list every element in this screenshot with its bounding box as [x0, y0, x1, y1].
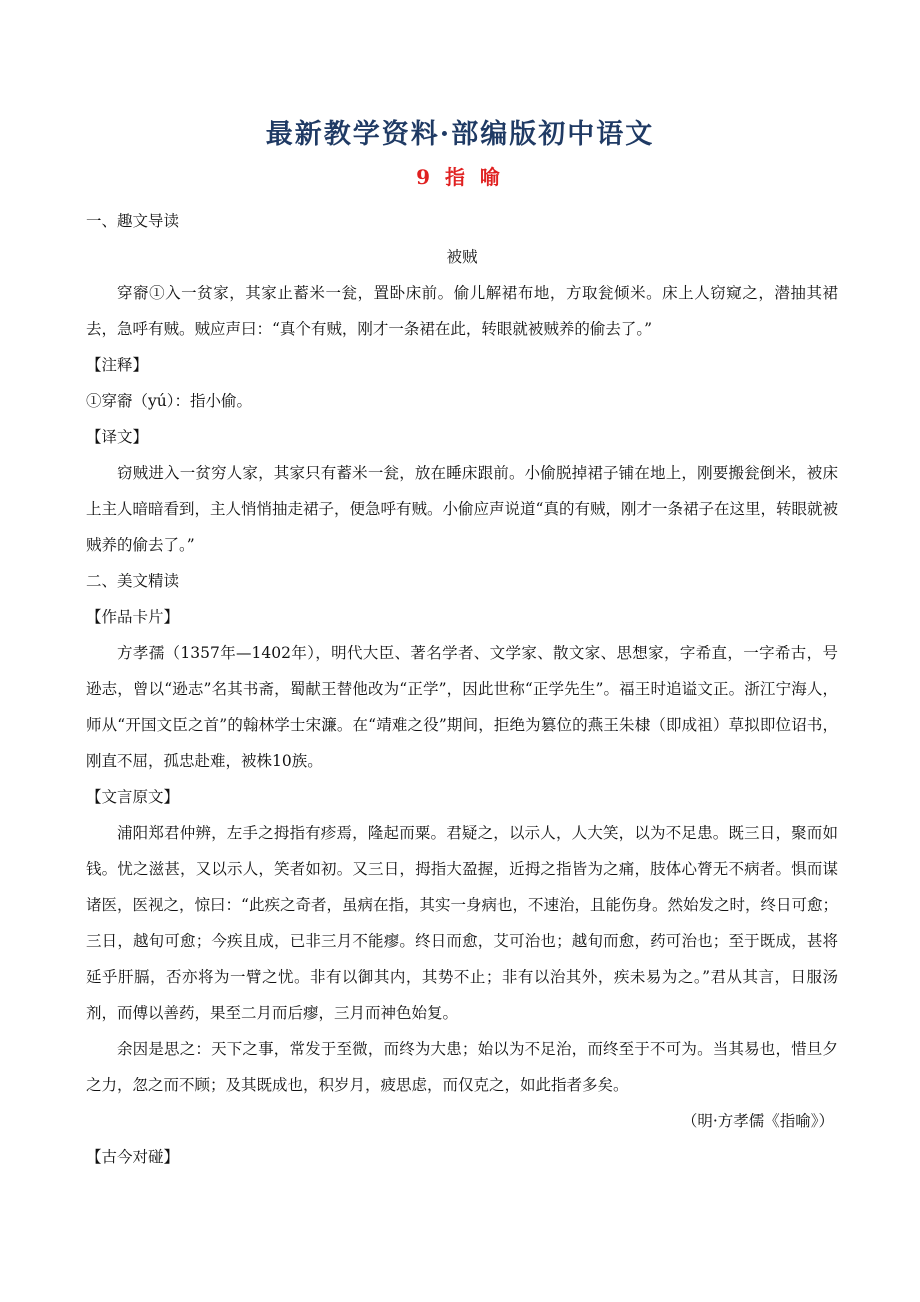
section-heading-fine-reading: 二、美文精读 — [86, 572, 180, 590]
original-paragraph-2: 余因是思之：天下之事，常发于至微，而终为大患；始以为不足治，而终至于不可为。当其易也，惜旦夕之力，忽之而不顾；及其既成也，积岁月，疲思虑，而仅克之，如此指者多矣。 — [86, 1040, 838, 1094]
original-paragraph-1: 浦阳郑君仲辨，左手之拇指有疹焉，隆起而粟。君疑之，以示人，人大笑，以为不足患。既三日，聚而如钱。忧之滋甚，又以示人，笑者如初。又三日，拇指大盈握，近拇之指皆为之痛，肢体心膂无不病者。惧而谋诸医，医视之，惊曰：“此疾之奇者，虽病在指，其实一身病也，不速治，且能伤身。然始发之时，终日可愈；三日，越旬可愈；今疾且成，已非三月不能瘳。终日而愈，艾可治也；越旬而愈，药可治也；至于既成，甚将延乎肝膈，否亦将为一臂之忧。非有以御其内，其势不止；非有以治其外，疾未易为之。”君从其言，日服汤剂，而傅以善药，果至二月而后瘳，三月而神色始复。 — [86, 824, 838, 1022]
document-body — [86, 203, 838, 1175]
story-title: 被贼 — [446, 248, 478, 266]
source-citation: （明·方孝儒《指喻》） — [681, 1112, 834, 1130]
note-paragraph: ①穿窬（yú）：指小偷。 — [86, 392, 252, 410]
page-title: 最新教学资料·部编版初中语文 — [265, 119, 655, 150]
notes-label: 【注释】 — [86, 356, 149, 374]
translation-label: 【译文】 — [86, 428, 149, 446]
story-paragraph: 穿窬①入一贫家，其家止蓄米一瓮，置卧床前。偷儿解裙布地，方取瓮倾米。床上人窃窥之，潜抽其裙去，急呼有贼。贼应声曰：“真个有贼，刚才一条裙在此，转眼就被贼养的偷去了。” — [86, 284, 838, 338]
author-card-paragraph: 方孝孺（1357年—1402年），明代大臣、著名学者、文学家、散文家、思想家，字希直，一字希古，号逊志，曾以“逊志”名其书斋，蜀献王替他改为“正学”，因此世称“正学先生”。福王时追谥文正。浙江宁海人，师从“开国文臣之首”的翰林学士宋濂。在“靖难之役”期间，拒绝为篡位的燕王朱棣（即成祖）草拟即位诏书，刚直不屈，孤忠赴难，被株10族。 — [86, 644, 838, 770]
original-text-label: 【文言原文】 — [86, 788, 180, 806]
section-heading-reading: 一、趣文导读 — [86, 212, 180, 230]
compare-label: 【古今对碰】 — [86, 1148, 180, 1166]
lesson-title: 9 指 喻 — [416, 165, 504, 189]
author-card-label: 【作品卡片】 — [86, 608, 180, 626]
translation-paragraph: 窃贼进入一贫穷人家，其家只有蓄米一瓮，放在睡床跟前。小偷脱掉裙子铺在地上，刚要搬瓮倒米，被床上主人暗暗看到，主人悄悄抽走裙子，便急呼有贼。小偷应声说道“真的有贼，刚才一条裙子在这里，转眼就被贼养的偷去了。” — [86, 464, 838, 554]
